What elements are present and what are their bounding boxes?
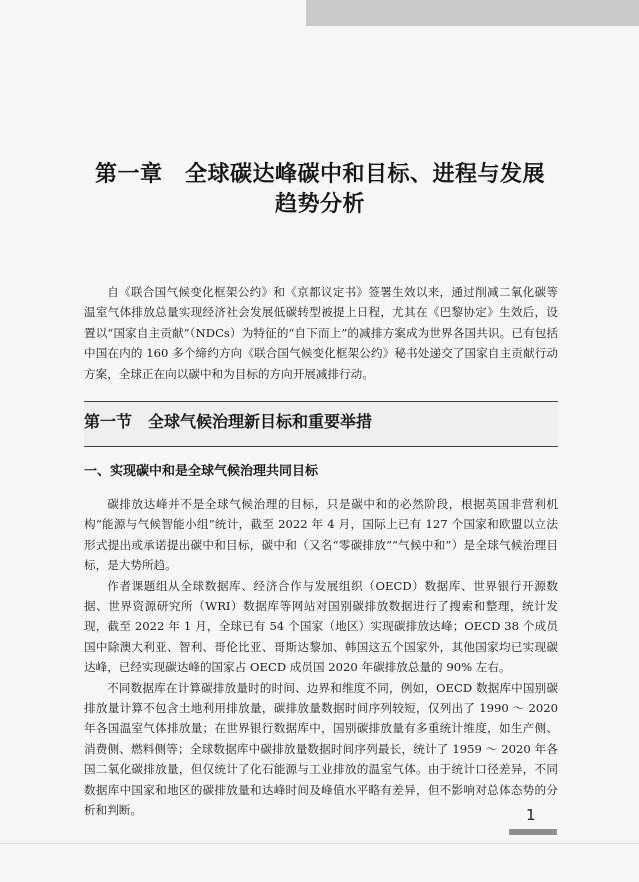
body-paragraph: 作者课题组从全球数据库、经济合作与发展组织（OECD）数据库、世界银行开源数据、世界资源研究所（WRI）数据库等网站对国别碳排放数据进行了搜索和整理，统计发现，截至 2022 年 1 月，全球已有 54 个国家（地区）实现碳排放达峰；OECD 38 个成员国中除澳大利亚、智利、哥伦比亚、哥斯达黎加、韩国这五个国家外，其他国家均已实现碳达峰，已经实现碳达峰的国家占 OECD 成员国 2020 年碳排放总量的 90% 左右。 — [84, 578, 558, 675]
subsection-title: 一、实现碳中和是全球气候治理共同目标 — [84, 464, 319, 479]
chapter-intro — [84, 282, 558, 384]
page-edge-divider — [0, 843, 639, 844]
page-number-underline — [509, 829, 557, 835]
body-paragraph: 不同数据库在计算碳排放量时的时间、边界和维度不同，例如，OECD 数据库中国别碳排放量计算不包含土地利用排放量，碳排放量数据时间序列较短，仅列出了 1990 ～ 2020 年各国温室气体排放量；在世界银行数据库中，国别碳排放量有多重统计维度，如生产侧、消费侧、燃料侧等；全球数据库中碳排放量数据时间序列最长，统计了 1959 ～ 2020 年各国二氧化碳排放量，但仅统计了化石能源与工业排放的温室气体。由于统计口径差异，不同数据库中国家和地区的碳排放量和达峰时间及峰值水平略有差异，但不影响对总体态势的分析和判断。 — [84, 680, 558, 818]
chapter-title-line2: 趋势分析 — [274, 192, 365, 217]
body-paragraph: 碳排放达峰并不是全球气候治理的目标，只是碳中和的必然阶段，根据英国非营利机构“能源与气候智能小组”统计，截至 2022 年 4 月，国际上已有 127 个国家和欧盟以立法形式提出或承诺提出碳中和目标，碳中和（又名“零碳排放”“气候中和”）是全球气候治理目标，是大势所趋。 — [84, 497, 558, 573]
chapter-title-line1: 第一章 全球碳达峰碳中和目标、进程与发展 — [94, 162, 545, 187]
intro-paragraph: 自《联合国气候变化框架公约》和《京都议定书》签署生效以来，通过削减二氧化碳等温室气体排放总量实现经济社会发展低碳转型被提上日程，尤其在《巴黎协定》生效后，设置以“国家自主贡献”（NDCs）为特征的“自下而上”的减排方案成为世界各国共识。已有包括中国在内的 160 多个缔约方向《联合国气候变化框架公约》秘书处递交了国家自主贡献行动方案，全球正在向以碳中和为目标的方向开展减排行动。 — [84, 285, 558, 381]
body-text — [84, 494, 558, 821]
page-number: 1 — [526, 806, 536, 824]
chapter-title — [60, 160, 580, 220]
header-band — [306, 0, 639, 26]
section-title: 第一节 全球气候治理新目标和重要举措 — [84, 412, 373, 431]
